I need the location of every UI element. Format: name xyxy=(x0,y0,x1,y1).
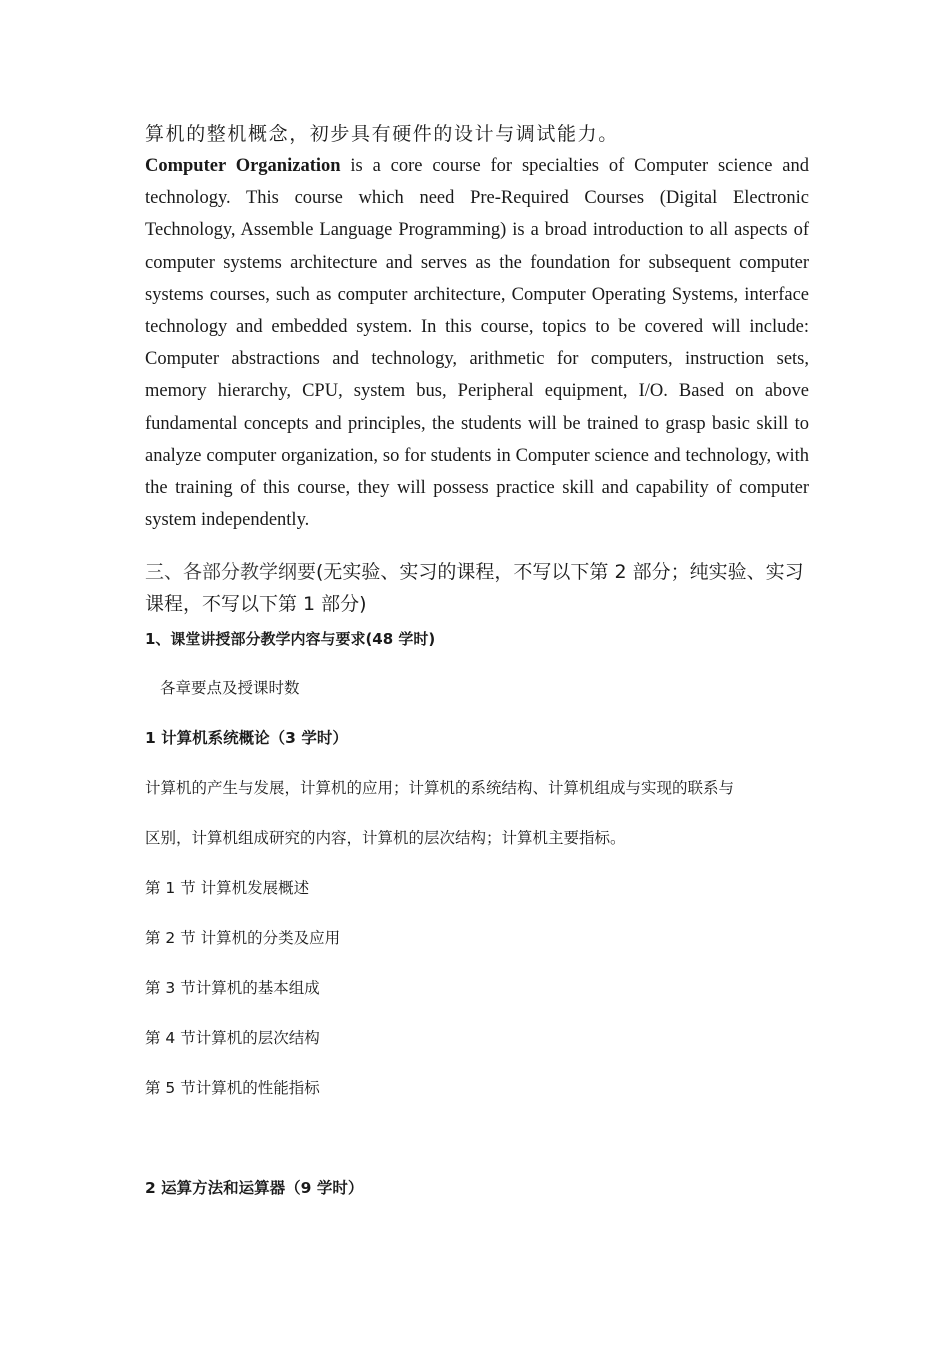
chapter-1-desc-line-1: 计算机的产生与发展，计算机的应用；计算机的系统结构、计算机组成与实现的联系与 xyxy=(145,779,735,798)
chapter-1-section-4: 第 4 节计算机的层次结构 xyxy=(145,1029,320,1048)
course-name: Computer Organization xyxy=(145,156,341,176)
abstract-text: is a core course for specialties of Computer science and technology. This course which need Pre-Required Courses (Digital Electronic Technology, Assemble Language Programming) is a broad introduction to all aspects of computer systems architecture and serves as the foundation for subsequent computer systems courses, such as computer architecture, Computer Operating Systems, interface technology and embedded system. In this course, topics to be covered will include: Computer abstractions and technology, arithmetic for computers, instruction sets, memory hierarchy, CPU, system bus, Peripheral equipment, I/O. Based on above fundamental concepts and principles, the students will be trained to grasp basic skill to analyze computer organization, so for students in Computer science and technology, with the training of this course, they will possess practice skill and capability of computer system independently. xyxy=(145,156,809,531)
section-3-prefix: 三、各部分教学纲要 xyxy=(145,561,317,584)
chapter-2-title: 2 运算方法和运算器（9 学时） xyxy=(145,1179,364,1198)
chapter-1-title: 1 计算机系统概论（3 学时） xyxy=(145,729,348,748)
chapter-1-section-1: 第 1 节 计算机发展概述 xyxy=(145,879,310,898)
intro-line: 算机的整机概念，初步具有硬件的设计与调试能力。 xyxy=(145,123,619,145)
english-abstract xyxy=(145,150,809,536)
section-3-heading xyxy=(145,556,809,620)
part-1-heading: 1、课堂讲授部分教学内容与要求(48 学时) xyxy=(145,630,436,649)
chapter-1-section-5: 第 5 节计算机的性能指标 xyxy=(145,1079,320,1098)
section-3-note: (无实验、实习的课程，不写以下第 2 部分；纯实验、实习课程，不写以下第 1 部分) xyxy=(145,561,804,616)
chapter-1-desc-line-2: 区别，计算机组成研究的内容，计算机的层次结构；计算机主要指标。 xyxy=(145,829,626,848)
document-page xyxy=(145,118,809,1199)
chapter-1-section-3: 第 3 节计算机的基本组成 xyxy=(145,979,320,998)
chapter-1-section-2: 第 2 节 计算机的分类及应用 xyxy=(145,929,341,948)
chapter-points-label: 各章要点及授课时数 xyxy=(160,679,300,698)
